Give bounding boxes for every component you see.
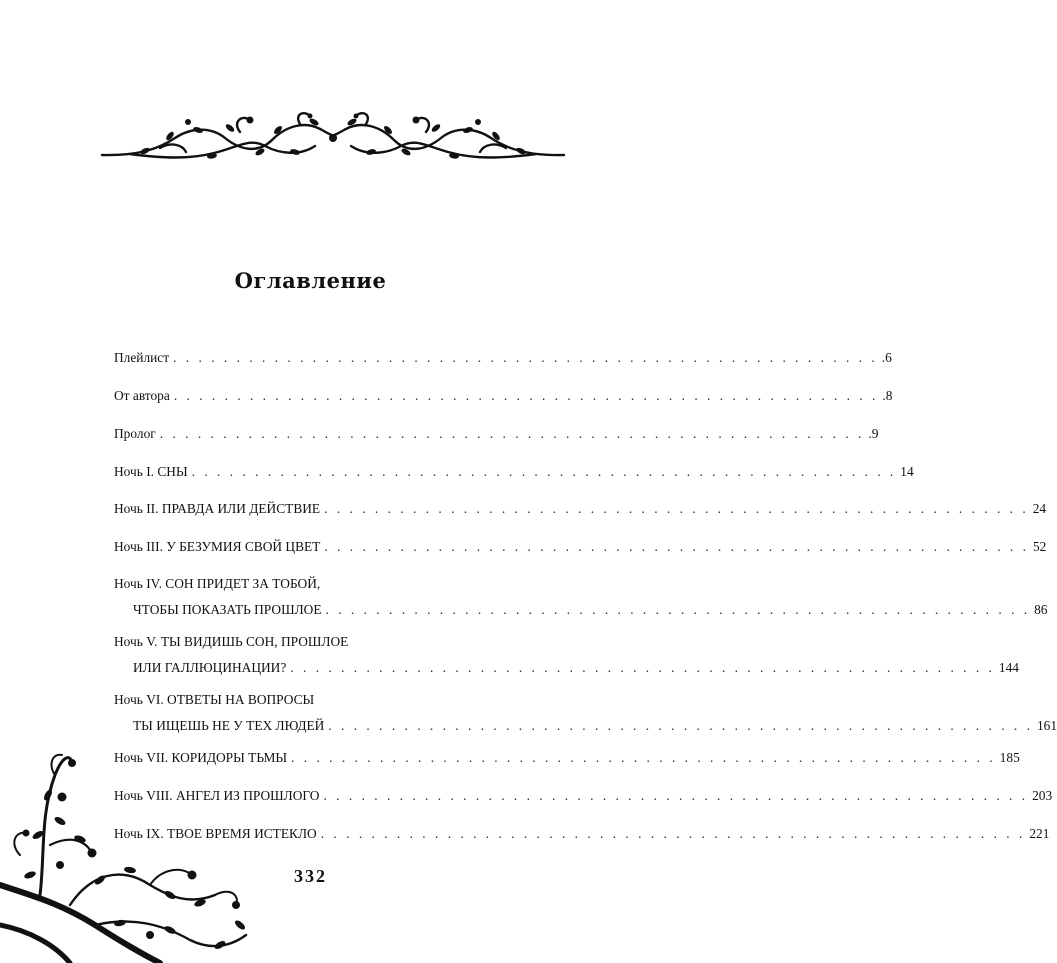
toc-dot-leader: . . . . . . . . . . . . . . . . . . . . . . . . . . . . . . . . . . . . . . . . . . . . . . . . . . . . . . . . [173,350,878,365]
toc-dot-leader: . . . . . . . . . . . . . . . . . . . . . . . . . . . . . . . . . . . . . . . . . . . . . . . . . . . . . . . . [290,660,995,675]
toc-page-value: 52 [1032,539,1047,554]
toc-dot-leader: . . . . . . . . . . . . . . . . . . . . . . . . . . . . . . . . . . . . . . . . . . . . . . . . . . . . . . . . [328,718,1033,733]
toc-entry[interactable] [114,690,1057,736]
toc-dot-leader: . . . . . . . . . . . . . . . . . . . . . . . . . . . . . . . . . . . . . . . . . . . . . . . . . . . . . . . . [323,788,1029,803]
toc-entry-title: Ночь I. СНЫ [114,464,188,479]
toc-entry-title: ТЫ ИЩЕШЬ НЕ У ТЕХ ЛЮДЕЙ [133,718,325,733]
page-number: 332 [294,866,327,886]
toc-page-number [1037,716,1057,736]
toc-dot-leader: . . . . . . . . . . . . . . . . . . . . . . . . . . . . . . . . . . . . . . . . . . . . . . . . . . . . . . . . [291,750,996,765]
toc-dot-leader: . . . . . . . . . . . . . . . . . . . . . . . . . . . . . . . . . . . . . . . . . . . . . . . . . . . . . . . . [324,539,1029,554]
toc-page-value: 6 [885,350,892,365]
toc-dot-leader: . . . . . . . . . . . . . . . . . . . . . . . . . . . . . . . . . . . . . . . . . . . . . . . . . . . . . . . . [191,464,897,479]
toc-page-prefix: . [882,388,886,403]
toc-entry[interactable] [114,499,1047,519]
toc-page-value: 221 [1029,826,1050,841]
toc-page-number [1032,786,1052,806]
toc-entry-title: ЧТОБЫ ПОКАЗАТЬ ПРОШЛОЕ [133,602,322,617]
toc-page-value: 9 [871,426,879,441]
toc-dot-leader: . . . . . . . . . . . . . . . . . . . . . . . . . . . . . . . . . . . . . . . . . . . . . . . . . . . . . . . . [320,826,1026,841]
toc-page-number [999,658,1019,678]
toc-dot-leader: . . . . . . . . . . . . . . . . . . . . . . . . . . . . . . . . . . . . . . . . . . . . . . . . . . . . . . . . [325,602,1031,617]
top-ornament-vine-icon [100,108,566,170]
toc-entry-title: Ночь VI. ОТВЕТЫ НА ВОПРОСЫ [114,692,315,707]
page-title: Оглавление [234,268,387,293]
toc-page-number [1029,824,1049,844]
toc-entry-title: От автора [114,388,170,403]
toc-entry-title: Ночь V. ТЫ ВИДИШЬ СОН, ПРОШЛОЕ [114,634,349,649]
corner-vine-icon [0,735,260,963]
toc-entry-title: Плейлист [114,350,170,365]
toc-page-value: 161 [1036,718,1057,733]
toc-entry[interactable] [114,424,879,444]
toc-page-number [1033,537,1046,557]
toc-entry-title: ИЛИ ГАЛЛЮЦИНАЦИИ? [133,660,287,675]
toc-entry[interactable] [114,348,892,368]
toc-page-value: 86 [1034,602,1048,617]
toc-page-value: 185 [999,750,1020,765]
toc-page-value: 8 [885,388,893,403]
toc-dot-leader: . . . . . . . . . . . . . . . . . . . . . . . . . . . . . . . . . . . . . . . . . . . . . . . . . . . . . . . . [324,501,1029,516]
toc-page-number [882,348,892,368]
toc-entry-title: Ночь III. У БЕЗУМИЯ СВОЙ ЦВЕТ [114,539,321,554]
toc-page-prefix: . [868,426,872,441]
toc-page-number [868,424,878,444]
toc-entry-title: Пролог [114,426,156,441]
toc-entry-title: Ночь IV. СОН ПРИДЕТ ЗА ТОБОЙ, [114,576,321,591]
toc-entry-title: Ночь II. ПРАВДА ИЛИ ДЕЙСТВИЕ [114,501,321,516]
toc-page-value: 203 [1032,788,1053,803]
toc-page-number [1034,600,1047,620]
toc-page-value: 14 [900,464,914,479]
toc-entry[interactable] [114,632,1019,678]
toc-page-value: 144 [998,660,1019,675]
toc-entry[interactable] [114,462,914,482]
toc-entry[interactable] [114,386,893,406]
toc-page-number [900,462,913,482]
toc-entry[interactable] [114,537,1047,557]
toc-entry-title: Ночь IX. ТВОЕ ВРЕМЯ ИСТЕКЛО [114,826,317,841]
toc-dot-leader: . . . . . . . . . . . . . . . . . . . . . . . . . . . . . . . . . . . . . . . . . . . . . . . . . . . . . . . . [173,388,879,403]
toc-page-number [882,386,892,406]
toc-dot-leader: . . . . . . . . . . . . . . . . . . . . . . . . . . . . . . . . . . . . . . . . . . . . . . . . . . . . . . . . [159,426,865,441]
toc-page-prefix: . [881,350,886,365]
toc-page-value: 24 [1032,501,1047,516]
toc-entry-title: Ночь VII. КОРИДОРЫ ТЬМЫ [114,750,288,765]
toc-entry[interactable] [114,574,1048,620]
toc-page-number [1033,499,1046,519]
toc-page-number [1000,748,1020,768]
toc-entry-title: Ночь VIII. АНГЕЛ ИЗ ПРОШЛОГО [114,788,320,803]
